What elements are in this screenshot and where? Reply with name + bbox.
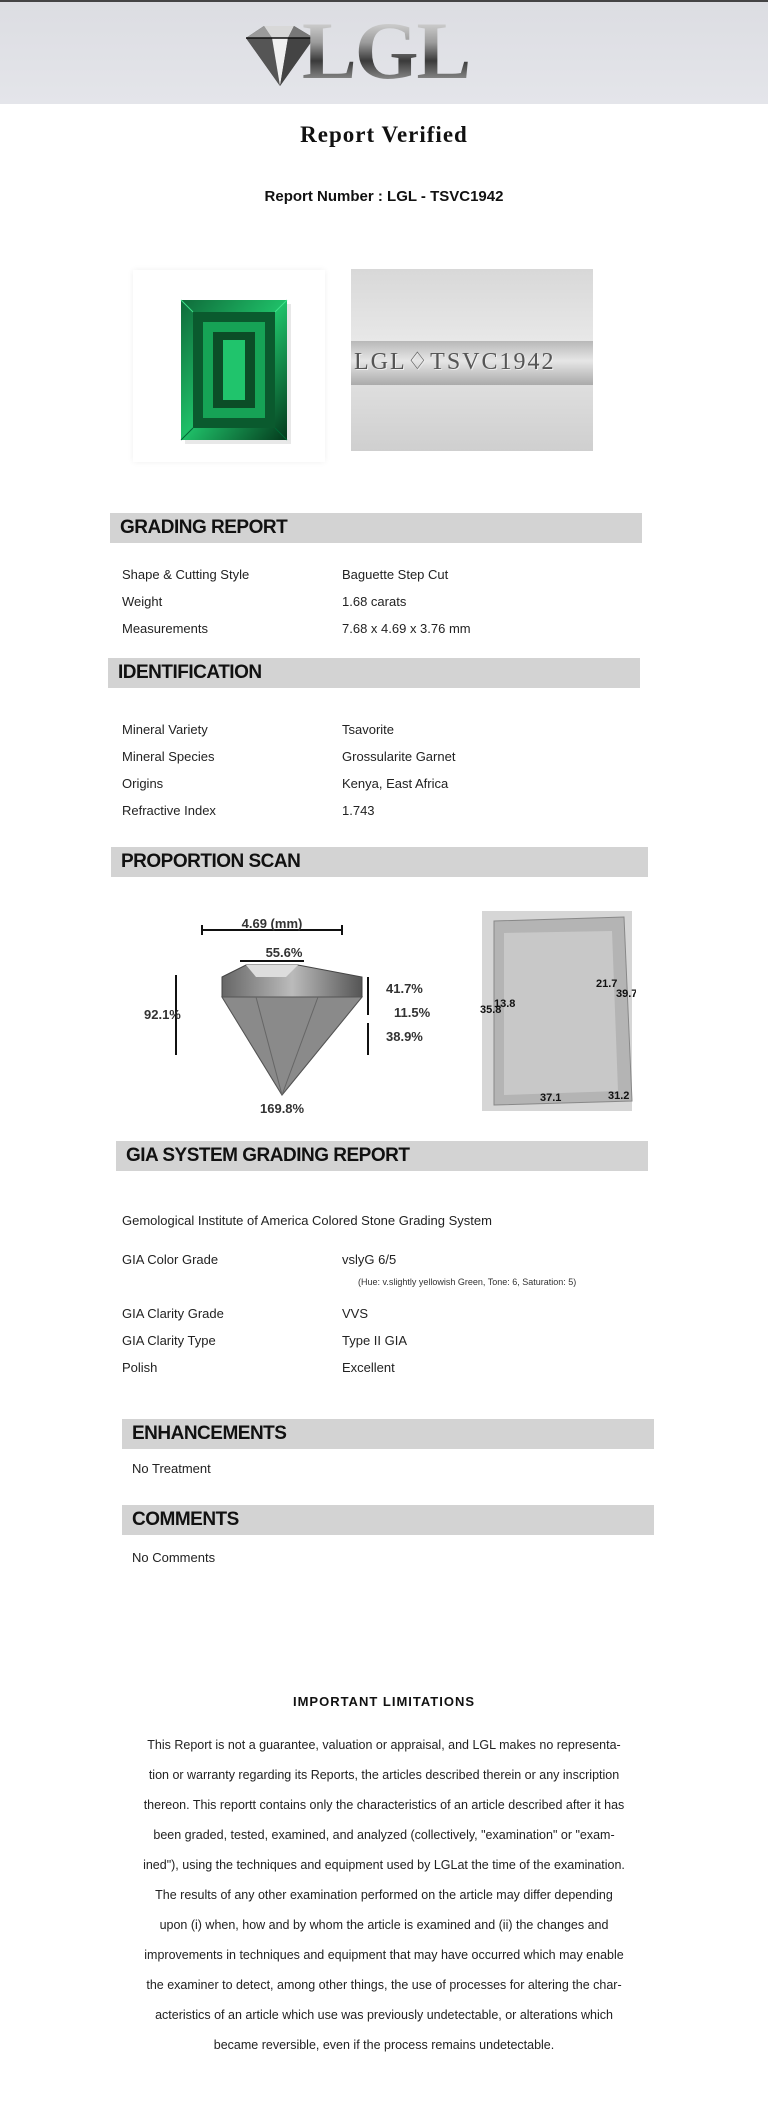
polish-label: Polish bbox=[122, 1360, 158, 1375]
polish-value: Excellent bbox=[342, 1360, 395, 1375]
limitations-line: acteristics of an article which use was previously undetectable, or alterations which bbox=[155, 2008, 613, 2022]
limitations-line: the examiner to detect, among other things, the use of processes for altering the char- bbox=[146, 1978, 622, 1992]
top-view-svg bbox=[476, 905, 636, 1120]
enhancements-text: No Treatment bbox=[132, 1461, 211, 1476]
comments-text: No Comments bbox=[132, 1550, 216, 1565]
gia-color-value: vslyG 6/5 bbox=[342, 1252, 397, 1267]
top-label-a: 21.7 bbox=[596, 978, 618, 990]
gia-clarity-grade-label: GIA Clarity Grade bbox=[122, 1306, 224, 1321]
gia-clarity-grade-value: VVS bbox=[342, 1306, 369, 1321]
mineral-variety-value: Tsavorite bbox=[342, 722, 395, 737]
identification-heading: IDENTIFICATION bbox=[108, 658, 640, 688]
top-label-d: 13.8 bbox=[494, 998, 516, 1010]
measurements-value: 7.68 x 4.69 x 3.76 mm bbox=[342, 621, 471, 636]
refractive-index-label: Refractive Index bbox=[122, 803, 216, 818]
gia-heading: GIA SYSTEM GRADING REPORT bbox=[116, 1141, 648, 1171]
limitations-line: tion or warranty regarding its Reports, the articles described therein or any inscription bbox=[148, 1768, 620, 1782]
limitations-line: became reversible, even if the process remains undetectable. bbox=[213, 2038, 555, 2052]
culet-pct-label: 169.8% bbox=[260, 1101, 305, 1116]
mineral-species-label: Mineral Species bbox=[122, 749, 215, 764]
lgl-logo[interactable] bbox=[232, 5, 492, 96]
top-label-c: 35.8 bbox=[480, 1004, 502, 1016]
comments-heading: COMMENTS bbox=[122, 1505, 654, 1535]
limitations-line: upon (i) when, how and by whom the article is examined and (ii) the changes and bbox=[159, 1918, 609, 1932]
gia-intro: Gemological Institute of America Colored Stone Grading System bbox=[122, 1213, 492, 1228]
shape-value: Baguette Step Cut bbox=[342, 567, 449, 582]
pavilion-pct-label: 38.9% bbox=[386, 1029, 423, 1044]
enhancements-heading: ENHANCEMENTS bbox=[122, 1419, 654, 1449]
side-profile-diagram bbox=[118, 905, 448, 1120]
limitations-heading: IMPORTANT LIMITATIONS bbox=[292, 1694, 476, 1709]
top-view-diagram bbox=[476, 905, 636, 1120]
side-profile-svg bbox=[118, 905, 448, 1120]
proportion-scan-heading: PROPORTION SCAN bbox=[111, 847, 648, 877]
mineral-variety-label: Mineral Variety bbox=[122, 722, 208, 737]
emerald-gem-image bbox=[133, 270, 325, 462]
inscription-text: LGL♢TSVC1942 bbox=[354, 349, 556, 375]
limitations-line: The results of any other examination performed on the article may differ depending bbox=[155, 1888, 613, 1902]
width-label: 4.69 (mm) bbox=[241, 916, 303, 931]
table-pct-label: 55.6% bbox=[265, 945, 303, 960]
limitations-line: thereon. This reportt contains only the characteristics of an article described after it has bbox=[143, 1798, 625, 1812]
report-number: Report Number : LGL - TSVC1942 bbox=[264, 188, 504, 205]
gia-clarity-type-value: Type II GIA bbox=[342, 1333, 408, 1348]
origins-value: Kenya, East Africa bbox=[342, 776, 449, 791]
depth-pct-label: 92.1% bbox=[144, 1007, 181, 1022]
shape-label: Shape & Cutting Style bbox=[122, 567, 250, 582]
limitations-line: This Report is not a guarantee, valuation or appraisal, and LGL makes no representa- bbox=[147, 1738, 621, 1752]
gia-color-label: GIA Color Grade bbox=[122, 1252, 219, 1267]
weight-value: 1.68 carats bbox=[342, 594, 407, 609]
inscription-photo bbox=[351, 269, 593, 451]
weight-label: Weight bbox=[122, 594, 163, 609]
gem-photo bbox=[133, 270, 325, 462]
refractive-index-value: 1.743 bbox=[342, 803, 375, 818]
girdle-pct-label: 11.5% bbox=[394, 1005, 431, 1020]
top-label-f: 31.2 bbox=[608, 1090, 630, 1102]
header-banner bbox=[0, 2, 768, 104]
grading-report-heading: GRADING REPORT bbox=[110, 513, 642, 543]
limitations-line: ined"), using the techniques and equipment used by LGLat the time of the examination. bbox=[143, 1858, 625, 1872]
gia-color-note: (Hue: v.slightly yellowish Green, Tone: 6, Saturation: 5) bbox=[358, 1277, 577, 1287]
mineral-species-value: Grossularite Garnet bbox=[342, 749, 456, 764]
measurements-label: Measurements bbox=[122, 621, 208, 636]
limitations-line: been graded, tested, examined, and analyzed (collectively, "examination" or "exam- bbox=[153, 1828, 615, 1842]
crown-pct-label: 41.7% bbox=[386, 981, 423, 996]
limitations-line: improvements in techniques and equipment that may have occurred which may enable bbox=[144, 1948, 624, 1962]
origins-label: Origins bbox=[122, 776, 164, 791]
top-label-b: 39.7 bbox=[616, 988, 636, 1000]
gia-clarity-type-label: GIA Clarity Type bbox=[122, 1333, 216, 1348]
top-label-e: 37.1 bbox=[540, 1092, 562, 1104]
logo-text: LGL bbox=[302, 5, 470, 96]
page-title: Report Verified bbox=[300, 122, 468, 147]
